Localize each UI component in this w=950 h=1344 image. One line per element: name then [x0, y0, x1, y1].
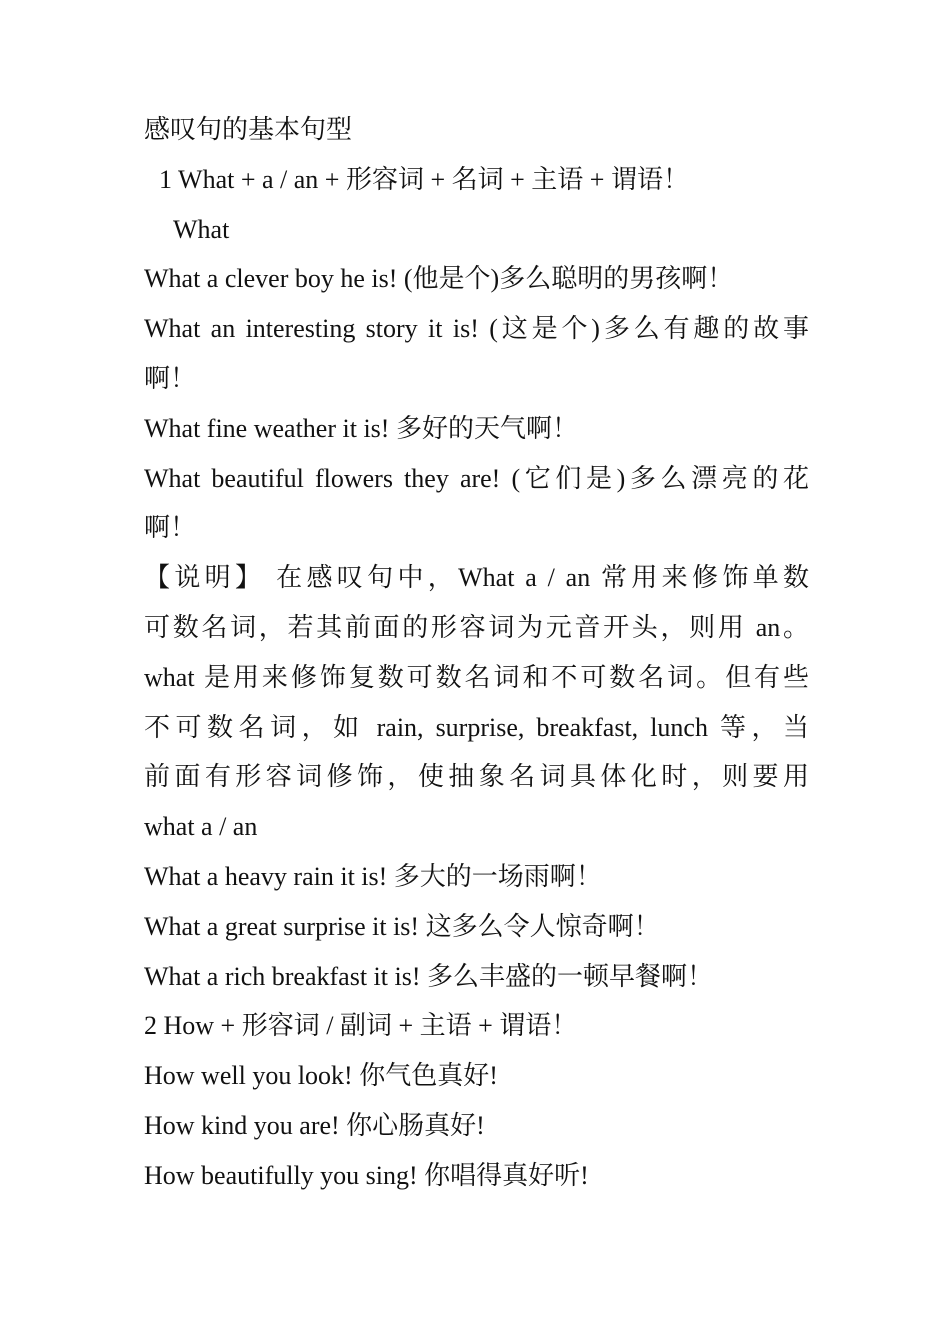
note-line: what 是用来修饰复数可数名词和不可数名词。但有些 — [144, 662, 809, 692]
example-sentence: What a rich breakfast it is! 多么丰盛的一顿早餐啊！ — [144, 961, 713, 991]
note-line: 不可数名词，如 rain, surprise, breakfast, lunch 等，当 — [144, 712, 809, 742]
example-sentence: How kind you are! 你心肠真好! — [144, 1110, 485, 1140]
example-sentence: What an interesting story it is! (这是个)多么有趣的故事 — [144, 314, 809, 344]
document-body — [144, 105, 809, 1201]
example-sentence-continued: 啊！ — [144, 513, 197, 543]
example-sentence: What beautiful flowers they are! (它们是)多么漂亮的花 — [144, 463, 809, 493]
note-line: 【说明】 在感叹句中，What a / an 常用来修饰单数 — [144, 563, 809, 593]
example-sentence: What fine weather it is! 多好的天气啊！ — [144, 413, 578, 443]
document-title: 感叹句的基本句型 — [144, 115, 353, 144]
example-sentence-continued: 啊！ — [144, 363, 197, 393]
pattern-heading-1: 1 What + a / an + 形容词 + 名词 + 主语 + 谓语！ — [159, 164, 689, 194]
example-sentence: How well you look! 你气色真好! — [144, 1061, 498, 1091]
note-line: 前面有形容词修饰，使抽象名词具体化时，则要用 — [144, 762, 809, 792]
note-line: 可数名词，若其前面的形容词为元音开头，则用 an。 — [144, 612, 809, 642]
example-sentence: What a clever boy he is! (他是个)多么聪明的男孩啊！ — [144, 264, 734, 294]
pattern-heading-2: 2 How + 形容词 / 副词 + 主语 + 谓语！ — [144, 1011, 578, 1041]
example-sentence: What a heavy rain it is! 多大的一场雨啊！ — [144, 861, 602, 891]
pattern-keyword: What — [173, 214, 230, 244]
note-line: what a / an — [144, 812, 258, 842]
example-sentence: What a great surprise it is! 这多么令人惊奇啊！ — [144, 911, 660, 941]
example-sentence: How beautifully you sing! 你唱得真好听! — [144, 1160, 589, 1190]
